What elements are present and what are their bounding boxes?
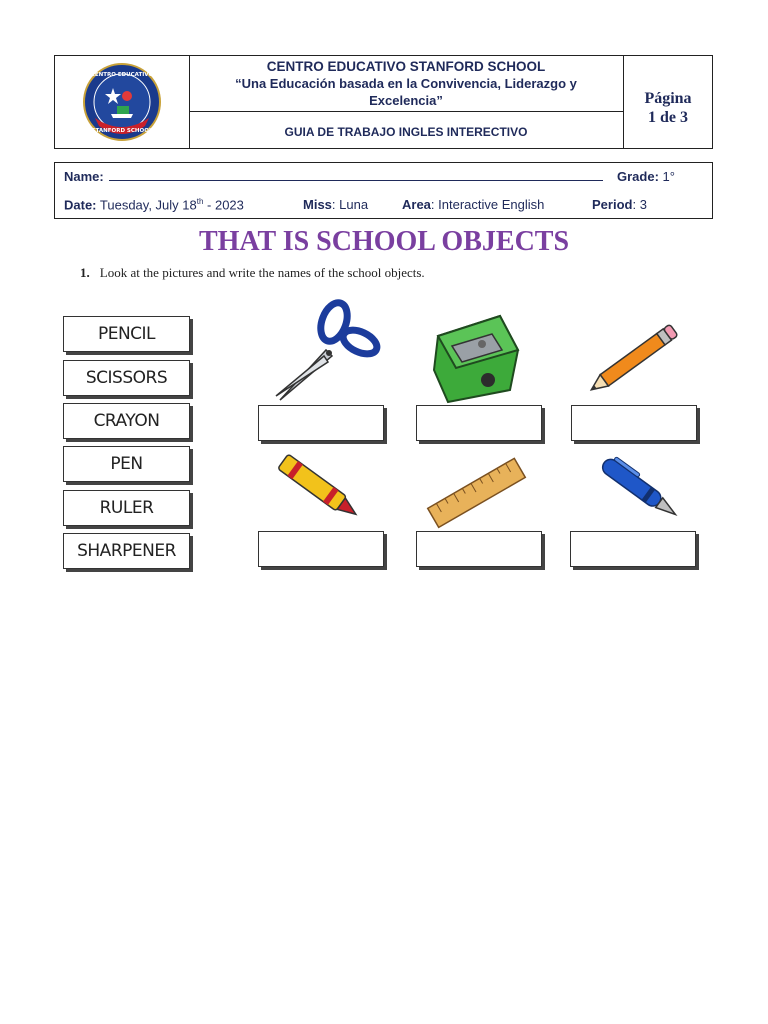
date-field bbox=[64, 197, 244, 212]
grade-label: Grade: bbox=[617, 169, 659, 184]
school-logo-icon bbox=[55, 56, 189, 148]
scissors-icon bbox=[268, 298, 383, 404]
name-field[interactable] bbox=[109, 170, 603, 181]
word-bank-item: PENCIL bbox=[63, 316, 190, 352]
crayon-icon bbox=[264, 444, 372, 532]
date-year: - 2023 bbox=[203, 197, 244, 213]
logo-cell bbox=[55, 56, 190, 148]
instruction-number: 1. bbox=[80, 265, 90, 280]
page-count: 1 de 3 bbox=[648, 109, 688, 126]
word-bank-item: SHARPENER bbox=[63, 533, 190, 569]
grade-value: 1° bbox=[662, 169, 675, 184]
school-motto-line2: Excelencia” bbox=[369, 93, 443, 108]
word-bank-item: PEN bbox=[63, 446, 190, 482]
date-label: Date: bbox=[64, 197, 97, 213]
svg-text:STANFORD SCHOOL: STANFORD SCHOOL bbox=[91, 128, 153, 134]
period-field bbox=[592, 197, 647, 212]
worksheet-title: THAT IS SCHOOL OBJECTS bbox=[198, 226, 570, 257]
area-label: Area bbox=[402, 197, 431, 212]
word-bank-item: CRAYON bbox=[63, 403, 190, 439]
word-bank-item: SCISSORS bbox=[63, 360, 190, 396]
school-info bbox=[189, 56, 623, 112]
answer-box[interactable] bbox=[571, 405, 697, 441]
name-row bbox=[64, 169, 603, 184]
header-center-cell bbox=[189, 56, 624, 148]
grade-row bbox=[617, 169, 675, 184]
miss-value: : Luna bbox=[331, 197, 369, 212]
teacher-field bbox=[303, 197, 368, 212]
answer-box[interactable] bbox=[570, 531, 696, 567]
answer-box[interactable] bbox=[416, 531, 542, 567]
name-label: Name: bbox=[64, 169, 104, 184]
svg-text:CENTRO EDUCATIVO: CENTRO EDUCATIVO bbox=[90, 72, 154, 78]
period-label: Period bbox=[592, 197, 633, 212]
period-value: : 3 bbox=[632, 197, 647, 212]
answer-box[interactable] bbox=[258, 405, 384, 441]
school-motto-line1: “Una Educación basada en la Convivencia, Liderazgo y bbox=[235, 76, 577, 91]
area-field bbox=[402, 197, 544, 212]
school-name: CENTRO EDUCATIVO STANFORD SCHOOL bbox=[266, 59, 546, 74]
page-label: Página bbox=[644, 90, 692, 107]
word-bank-item: RULER bbox=[63, 490, 190, 526]
date-suffix: th bbox=[196, 197, 204, 206]
instruction bbox=[80, 265, 425, 281]
area-value: : Interactive English bbox=[430, 197, 545, 212]
student-info-box bbox=[54, 162, 713, 219]
answer-box[interactable] bbox=[258, 531, 384, 567]
header-table bbox=[54, 55, 713, 149]
miss-label: Miss bbox=[303, 197, 332, 212]
pencil-icon bbox=[580, 316, 688, 404]
sharpener-icon bbox=[434, 316, 518, 402]
instruction-text: Look at the pictures and write the names of the school objects. bbox=[99, 265, 425, 280]
pen-icon bbox=[588, 446, 690, 530]
ruler-icon bbox=[424, 452, 528, 532]
page-indicator bbox=[624, 56, 712, 148]
answer-box[interactable] bbox=[416, 405, 542, 441]
date-value: Tuesday, July 18 bbox=[99, 197, 197, 213]
guide-title: GUIA DE TRABAJO INGLES INTERECTIVO bbox=[284, 125, 528, 139]
